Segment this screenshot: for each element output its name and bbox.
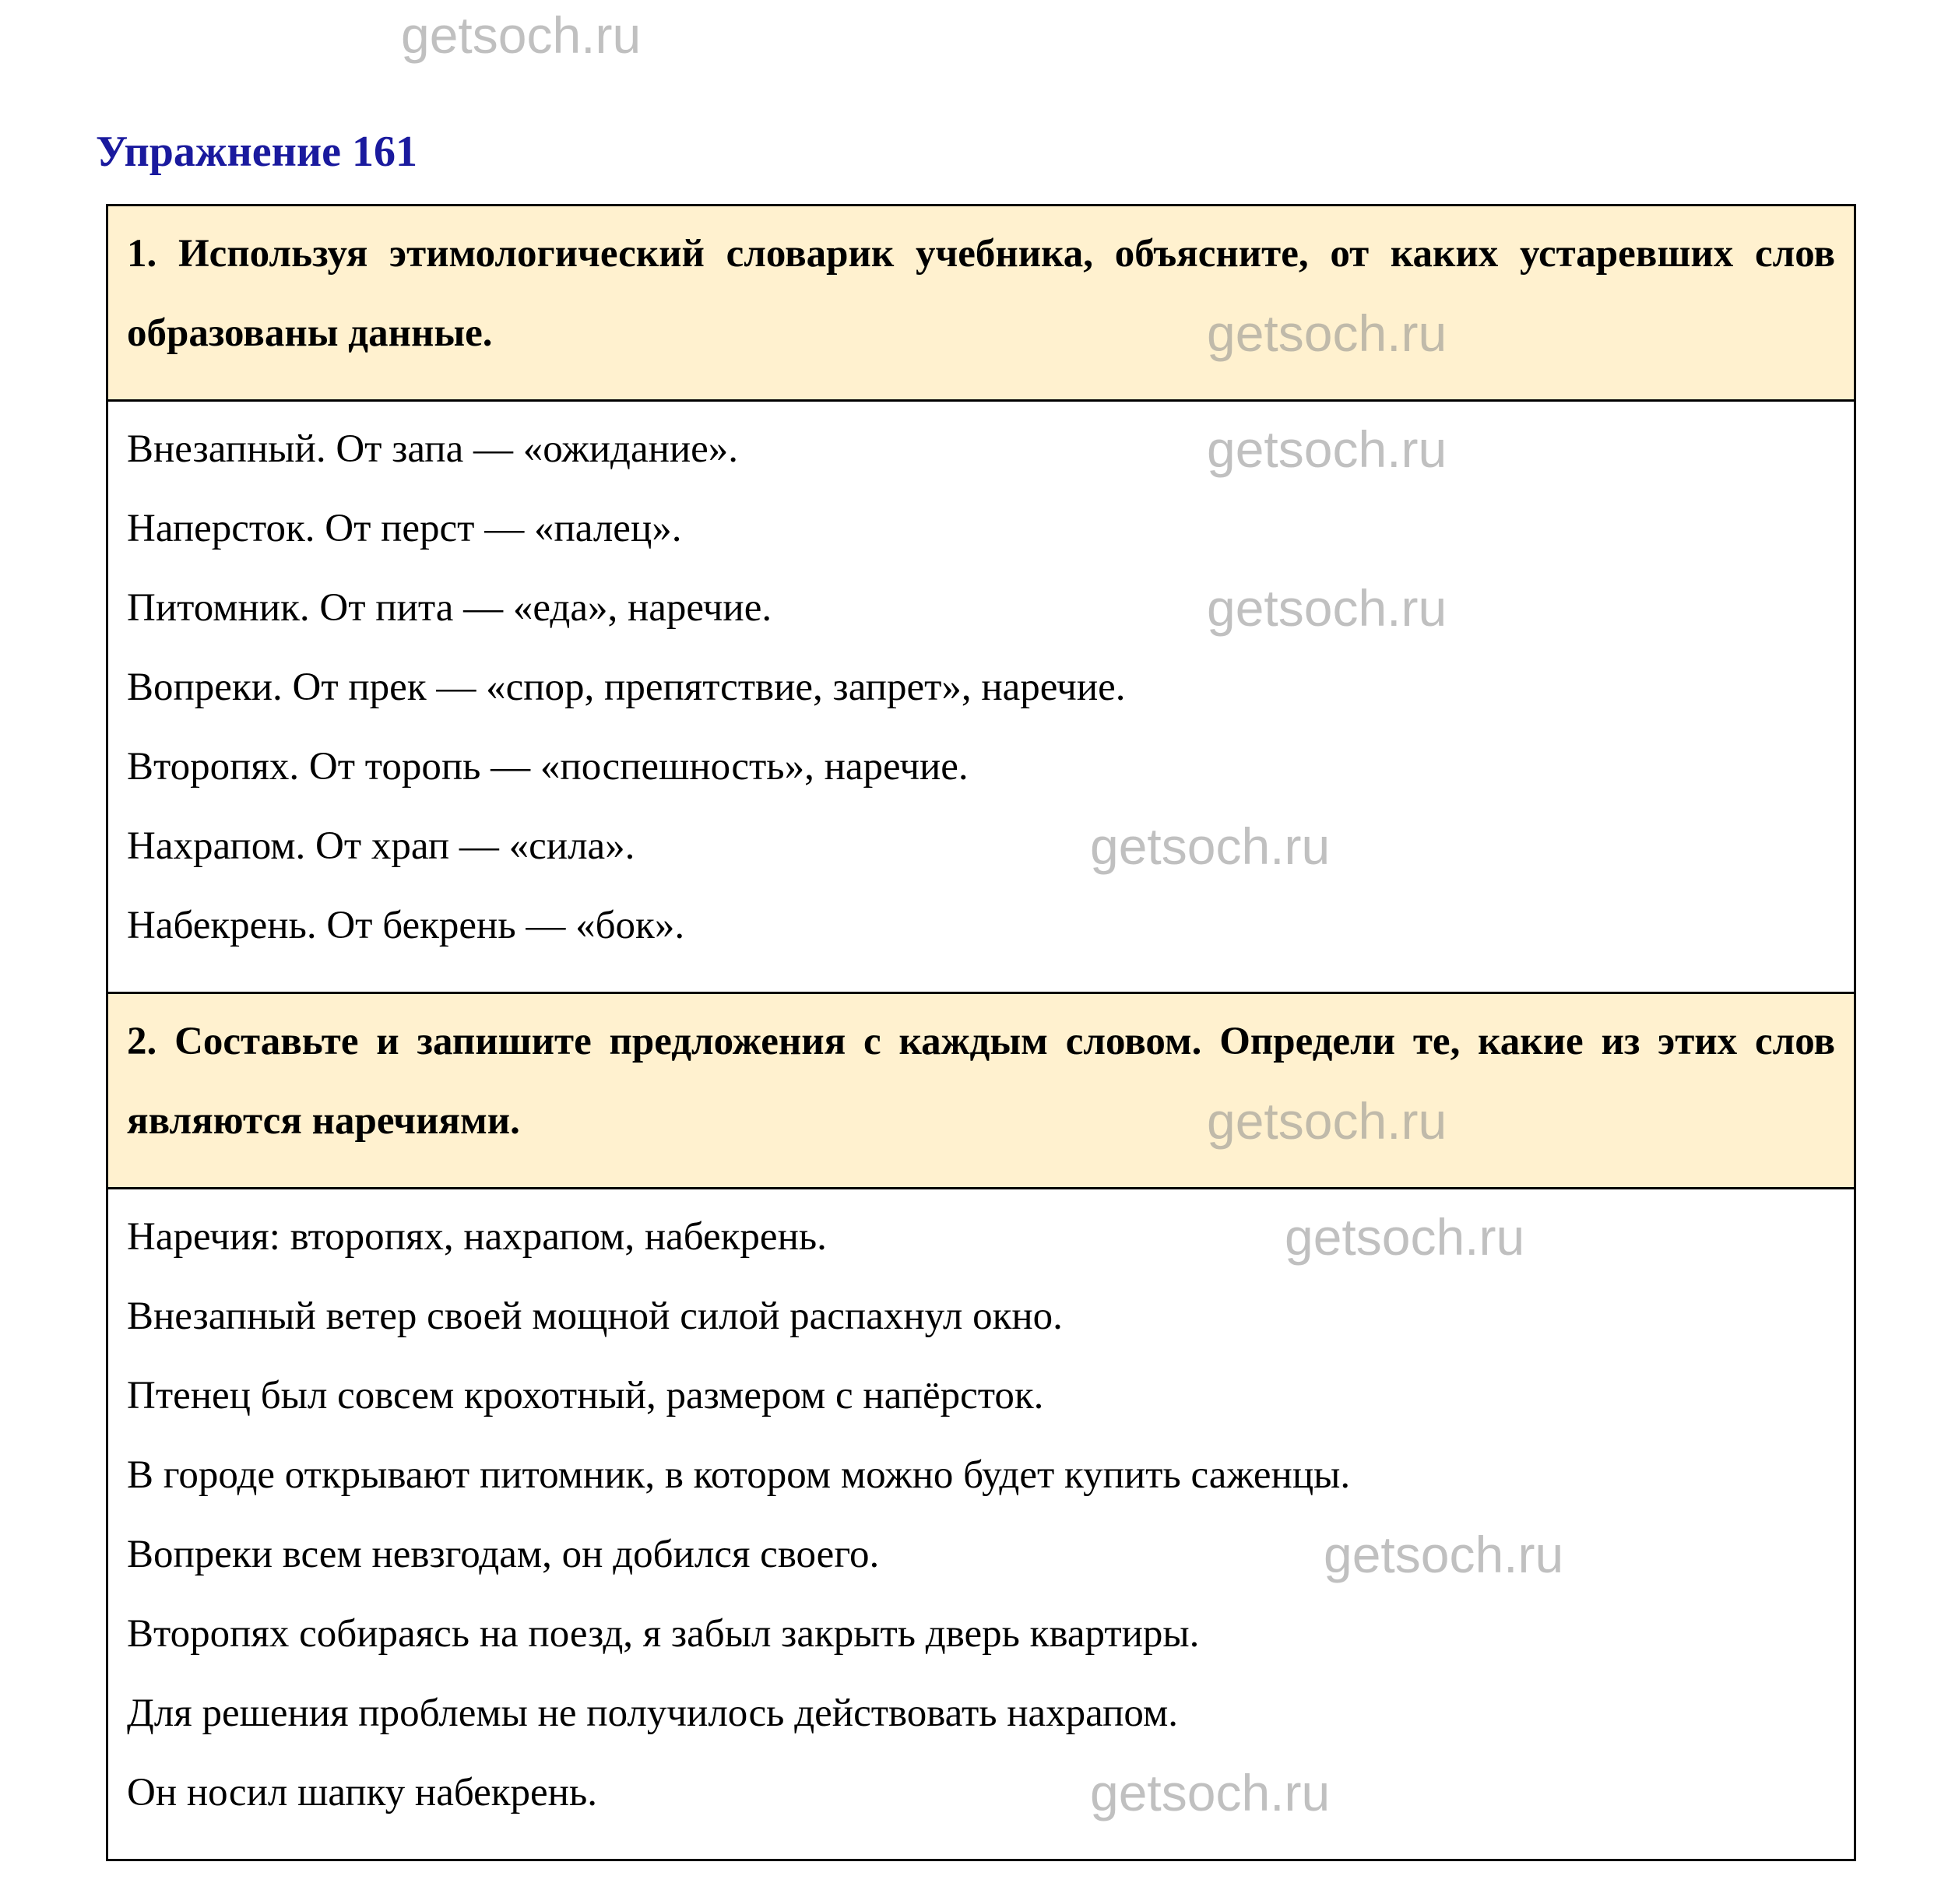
answer-line: Для решения проблемы не получилось действовать нахрапом. [127, 1691, 1178, 1735]
answer-line: Второпях собираясь на поезд, я забыл закрыть дверь квартиры. [127, 1612, 1200, 1656]
answer-line: Внезапный. От запа — «ожидание». [127, 427, 739, 471]
answer-line: Вопреки всем невзгодам, он добился своего. [127, 1533, 880, 1576]
watermark: getsoch.ru [1324, 1526, 1564, 1583]
answer-line: Наречия: второпях, нахрапом, набекрень. [127, 1215, 827, 1259]
watermark: getsoch.ru [1207, 304, 1447, 362]
watermark: getsoch.ru [401, 6, 642, 64]
exercise-title: Упражнение 161 [96, 128, 418, 176]
watermark: getsoch.ru [1207, 420, 1447, 478]
answer-line: Второпях. От торопь — «поспешность», наречие. [127, 745, 969, 789]
answer-line: Наперсток. От перст — «палец». [127, 507, 682, 550]
answer-line: Нахрапом. От храп — «сила». [127, 824, 635, 868]
answer-line: Вопреки. От прек — «спор, препятствие, запрет», наречие. [127, 666, 1126, 709]
watermark: getsoch.ru [1090, 1764, 1331, 1821]
answer-line: Набекрень. От бекрень — «бок». [127, 904, 685, 947]
exercise-table [106, 204, 1856, 1861]
task-1-answers [108, 399, 1854, 992]
answer-line: Он носил шапку набекрень. [127, 1771, 597, 1814]
answer-line: Внезапный ветер своей мощной силой распахнул окно. [127, 1295, 1063, 1338]
watermark: getsoch.ru [1207, 579, 1447, 637]
answer-line: Питомник. От пита — «еда», наречие. [127, 586, 772, 630]
watermark: getsoch.ru [1090, 817, 1331, 875]
answer-line: В городе открывают питомник, в котором можно будет купить саженцы. [127, 1453, 1351, 1497]
task-1-header: 1. Используя этимологический словарик учебника, объясните, от каких устаревших слов образованы данные. [108, 206, 1854, 399]
task-2-answers [108, 1187, 1854, 1859]
watermark: getsoch.ru [1207, 1092, 1447, 1150]
watermark: getsoch.ru [1285, 1208, 1525, 1266]
task-2-header: 2. Составьте и запишите предложения с каждым словом. Определи те, какие из этих слов являются наречиями. [108, 992, 1854, 1187]
answer-line: Птенец был совсем крохотный, размером с напёрсток. [127, 1374, 1044, 1417]
